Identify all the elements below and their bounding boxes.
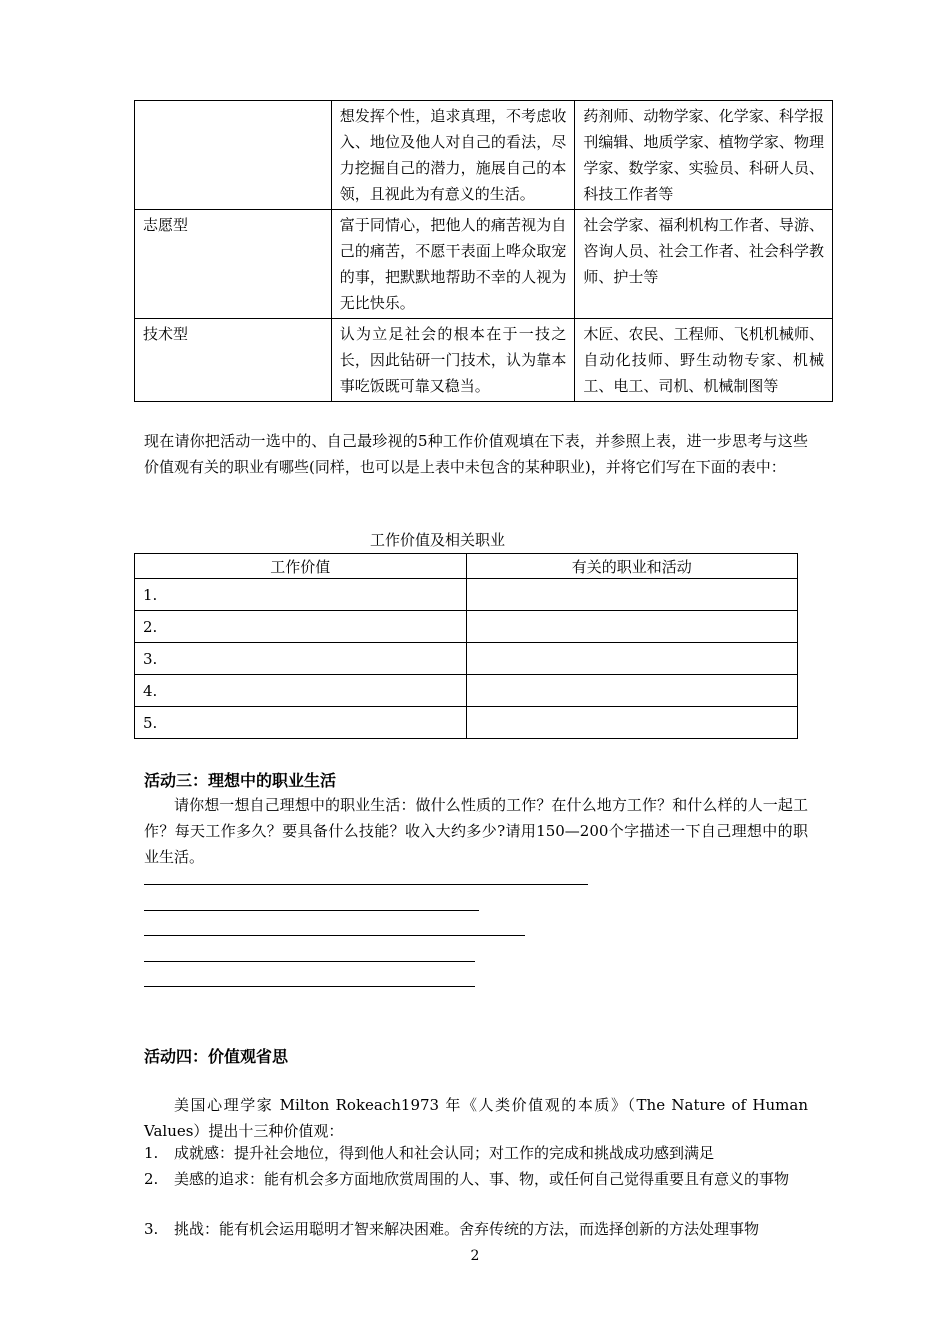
career-cell[interactable] [466, 579, 798, 611]
activity4-intro: 美国心理学家 Milton Rokeach1973 年《人类价值观的本质》（The Nature of Human Values）提出十三种价值观： [144, 1096, 808, 1140]
description-cell: 想发挥个性，追求真理，不考虑收入、地位及他人对自己的看法，尽力挖掘自己的潜力，施展自己的本领，且视此为有意义的生活。 [331, 101, 575, 210]
table-header-row [135, 554, 798, 579]
value-cell[interactable]: 4. [135, 675, 467, 707]
career-cell[interactable] [466, 707, 798, 739]
value-cell[interactable]: 2. [135, 611, 467, 643]
table-row [135, 611, 798, 643]
activity3-body: 请你想一想自己理想中的职业生活：做什么性质的工作？在什么地方工作？和什么样的人一起工作？每天工作多久？要具备什么技能？收入大约多少?请用150—200个字描述一下自己理想中的职业生活。 [144, 796, 808, 866]
table-row [135, 707, 798, 739]
type-cell [135, 101, 332, 210]
table-row [135, 579, 798, 611]
type-cell: 志愿型 [135, 210, 332, 319]
writing-line[interactable] [144, 961, 475, 962]
table-row [135, 210, 833, 319]
writing-line[interactable] [144, 935, 525, 936]
table-caption: 工作价值及相关职业 [369, 531, 505, 549]
value-cell[interactable]: 5. [135, 707, 467, 739]
table-row [135, 643, 798, 675]
description-cell: 富于同情心，把他人的痛苦视为自己的痛苦，不愿干表面上哗众取宠的事，把默默地帮助不幸的人视为无比快乐。 [331, 210, 575, 319]
value-cell[interactable]: 3. [135, 643, 467, 675]
table-row [135, 319, 833, 402]
career-cell[interactable] [466, 611, 798, 643]
header-related-careers: 有关的职业和活动 [466, 554, 798, 579]
writing-line[interactable] [144, 986, 475, 987]
activity4-heading: 活动四：价值观省思 [144, 1047, 289, 1066]
description-cell: 认为立足社会的根本在于一技之长，因此钻研一门技术，认为靠本事吃饭既可靠又稳当。 [331, 319, 575, 402]
list-item [144, 1166, 808, 1192]
value-cell[interactable]: 1. [135, 579, 467, 611]
career-cell[interactable] [466, 675, 798, 707]
list-item [144, 1140, 808, 1166]
list-number: 1. [144, 1144, 159, 1162]
value-type-table [134, 100, 833, 402]
type-cell: 技术型 [135, 319, 332, 402]
instruction-text: 现在请你把活动一选中的、自己最珍视的5种工作价值观填在下表，并参照上表，进一步思考与这些价值观有关的职业有哪些(同样，也可以是上表中未包含的某种职业)，并将它们写在下面的表中： [144, 432, 808, 476]
list-text: 美感的追求：能有机会多方面地欣赏周围的人、事、物，或任何自己觉得重要且有意义的事物 [174, 1170, 790, 1188]
career-cell[interactable] [466, 643, 798, 675]
table-row [135, 101, 833, 210]
list-number: 2. [144, 1170, 159, 1188]
work-value-table [134, 553, 798, 739]
writing-line[interactable] [144, 884, 588, 885]
careers-cell: 社会学家、福利机构工作者、导游、咨询人员、社会工作者、社会科学教师、护士等 [575, 210, 833, 319]
list-number: 3. [144, 1220, 159, 1238]
writing-line[interactable] [144, 910, 479, 911]
page-number: 2 [470, 1248, 480, 1264]
list-text: 成就感：提升社会地位，得到他人和社会认同；对工作的完成和挑战成功感到满足 [174, 1144, 715, 1162]
list-item [144, 1216, 808, 1242]
activity3-heading: 活动三：理想中的职业生活 [144, 771, 337, 790]
header-work-value: 工作价值 [135, 554, 467, 579]
table-row [135, 675, 798, 707]
careers-cell: 木匠、农民、工程师、飞机机械师、自动化技师、野生动物专家、机械工、电工、司机、机械制图等 [575, 319, 833, 402]
list-text: 挑战：能有机会运用聪明才智来解决困难。舍弃传统的方法，而选择创新的方法处理事物 [174, 1220, 760, 1238]
careers-cell: 药剂师、动物学家、化学家、科学报刊编辑、地质学家、植物学家、物理学家、数学家、实验员、科研人员、科技工作者等 [575, 101, 833, 210]
